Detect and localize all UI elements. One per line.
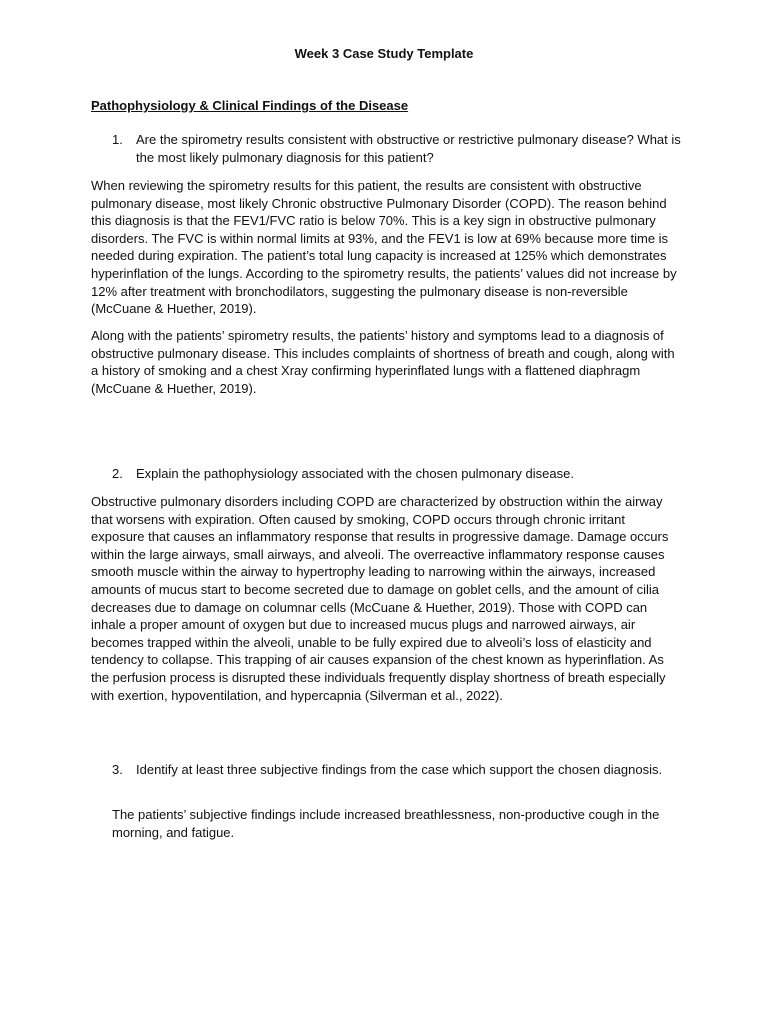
section-heading: Pathophysiology & Clinical Findings of the Disease (91, 98, 409, 113)
question-text: Identify at least three subjective findings from the case which support the chosen diagnosis. (136, 762, 663, 777)
answer-paragraph: Along with the patients’ spirometry results, the patients’ history and symptoms lead to a diagnosis of obstructive pulmonary disease. This includes complaints of shortness of breath and cough, along with a history of smoking and a chest Xray confirming hyperinflated lungs with a flattened diaphragm (McCuane & Huether, 2019). (91, 328, 675, 396)
question-text: Explain the pathophysiology associated with the chosen pulmonary disease. (136, 466, 574, 481)
question-number: 2. (112, 466, 123, 481)
question-number: 1. (112, 132, 123, 147)
answer-paragraph: The patients’ subjective findings include increased breathlessness, non-productive cough in the morning, and fatigue. (112, 807, 660, 840)
question-text: Are the spirometry results consistent with obstructive or restrictive pulmonary disease? What is the most likely pulmonary diagnosis for this patient? (136, 132, 681, 165)
answer-paragraph: Obstructive pulmonary disorders including COPD are characterized by obstruction within the airway that worsens with expiration. Often caused by smoking, COPD occurs through chronic irritant exposure that causes an inflammatory response that results in progressive damage. Damage occurs within the large airways, small airways, and alveoli. The overreactive inflammatory response causes smooth muscle within the airway to hypertrophy leading to narrowing within the airways, increased amounts of mucus start to become secreted due to damage on goblet cells, and the amount of cilia decreases due to damage on columnar cells (McCuane & Huether, 2019). Those with COPD can inhale a proper amount of oxygen but due to increased mucus plugs and narrowed airways, air becomes trapped within the alveoli, unable to be fully expired due to alveoli’s loss of elasticity and tendency to collapse. This trapping of air causes expansion of the chest known as hyperinflation. As the perfusion process is disrupted these individuals frequently display shortness of breath especially with exertion, hypoventilation, and hypercapnia (Silverman et al., 2022). (91, 494, 669, 703)
question-1 (112, 131, 692, 166)
question-2 (112, 465, 692, 483)
question-number: 3. (112, 762, 123, 777)
document-title: Week 3 Case Study Template (294, 46, 474, 61)
answer-paragraph: When reviewing the spirometry results for this patient, the results are consistent with obstructive pulmonary disease, most likely Chronic obstructive Pulmonary Disorder (COPD). The reason behind this diagnosis is that the FEV1/FVC ratio is below 70%. This is a key sign in obstructive pulmonary disorders. The FVC is within normal limits at 93%, and the FEV1 is low at 69% because more time is needed during expiration. The patient’s total lung capacity is increased at 125% which demonstrates hyperinflation of the lungs. According to the spirometry results, the patients’ values did not increase by 12% after treatment with bronchodilators, suggesting the pulmonary disease is non-reversible (McCuane & Huether, 2019). (91, 178, 677, 317)
question-3 (112, 761, 692, 779)
